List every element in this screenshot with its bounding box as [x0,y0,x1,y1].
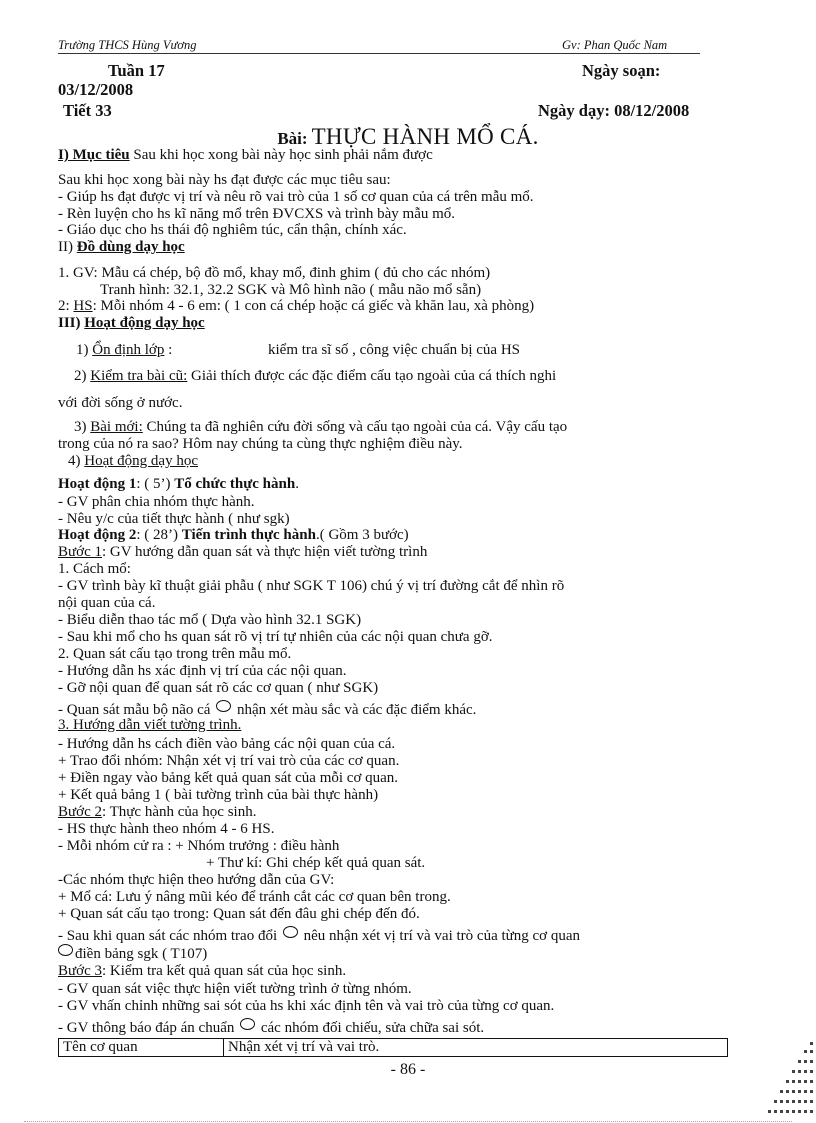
step1-line: - Hướng dẫn hs xác định vị trí của các nội quan. [58,663,347,679]
step-activities [68,453,198,470]
arrow-circle-icon [58,944,73,956]
title-label: Bài: [277,129,308,148]
teach-date: Ngày dạy: 08/12/2008 [538,101,690,120]
step3-text: : Kiểm tra kết quả quan sát của học sinh. [101,963,347,979]
header-teacher: Gv: Phan Quốc Nam [562,38,668,52]
step1-line: + Điền ngay vào bảng kết quả quan sát của mỗi cơ quan. [58,770,399,786]
step1-line: - GV trình bày kĩ thuật giải phẫu ( như SGK T 106) chú ý vị trí đường cắt để nhìn rõ [58,578,565,594]
act1-line: - GV phân chia nhóm thực hành. [58,494,255,510]
step2-line: + Quan sát cấu tạo trong: Quan sát đến đâu ghi chép đến đó. [58,906,420,922]
s2-text: Giải thích được các đặc điểm cấu tạo ngoài của cá thích nghi [187,368,557,384]
sec1-line: Sau khi học xong bài này hs đạt được các mục tiêu sau: [58,172,391,188]
step1-line: - Sau khi mổ cho hs quan sát rõ vị trí tự nhiên của các nội quan chưa gỡ. [58,629,493,645]
act1-name: Hoạt động 1 [58,476,137,492]
step1-label: Bước 1 [58,544,102,560]
s4-label: Hoạt động dạy học [84,453,198,469]
sec3-heading [58,315,205,332]
act2-rest: .( Gồm 3 bước) [315,527,409,543]
sec2-gv: 1. GV: Mẫu cá chép, bộ đồ mổ, khay mổ, đinh ghim ( đủ cho các nhóm) [58,265,491,281]
table-header-organ: Tên cơ quan [59,1039,224,1057]
step1-line: + Trao đổi nhóm: Nhận xét vị trí vai trò của các cơ quan. [58,753,400,769]
arrow-circle-icon [240,1018,255,1030]
act2-title: Tiến trình thực hành [181,527,316,543]
step2-line [58,944,207,963]
p2c-post: nhận xét màu sắc và các đặc điểm khác. [236,702,477,718]
arrow-circle-icon [216,700,231,712]
prep-date: 03/12/2008 [58,80,134,99]
step-review [74,368,556,385]
step2-line: - HS thực hành theo nhóm 4 - 6 HS. [58,821,275,837]
step3-line: - GV quan sát việc thực hiện viết tường trình ở từng nhóm. [58,981,412,997]
sec1-line: - Giáo dục cho hs thái độ nghiêm túc, cẩn thận, chính xác. [58,222,407,238]
step1-line: nội quan của cá. [58,595,156,611]
step2-heading [58,804,256,821]
sec1-line: - Rèn luyện cho hs kĩ năng mổ trên ĐVCXS và trình bày mẫu mổ. [58,206,456,222]
sec2-title: Đồ dùng dạy học [76,239,185,255]
c-pre: - GV thông báo đáp án chuẩn [58,1020,235,1036]
sec3-title: Hoạt động dạy học [84,315,205,331]
p1-head: 1. Cách mổ: [58,561,131,577]
step-new-lesson [74,419,567,436]
h-text: điền bảng sgk ( T107) [75,946,208,962]
step3-line [58,1018,484,1037]
step-stabilize [76,342,172,359]
activity-1-heading [58,476,299,493]
s3-text: Chúng ta đã nghiên cứu đời sống và cấu tạo ngoài của cá. Vậy cấu tạo [142,419,568,435]
page-corner-mark [760,1040,816,1120]
sec1-title: I) Mục tiêu [58,147,130,163]
week: Tuần 17 [108,61,165,80]
step1-p1-heading [58,561,131,578]
act1-end: . [295,476,299,492]
step1-heading [58,544,427,561]
step2-line: + Mổ cá: Lưu ý nâng mũi kéo để tránh cắt các cơ quan bên trong. [58,889,451,905]
s1-colon: : [164,342,173,358]
step-review-cont: với đời sống ở nước. [58,395,183,411]
header-rule [58,53,700,54]
c-post: các nhóm đối chiếu, sửa chữa sai sót. [260,1020,485,1036]
p3-head: 3. Hướng dẫn viết tường trình. [58,717,242,733]
sec1-intro: Sau khi học xong bài này học sinh phải nắm được [129,147,433,163]
s3-num: 3) [74,419,91,435]
s2-num: 2) [74,368,91,384]
arrow-circle-icon [283,926,298,938]
sec1-heading [58,147,433,164]
step2-line: -Các nhóm thực hiện theo hướng dẫn của GV: [58,872,335,888]
step1-p3-heading [58,717,241,734]
act1-title: Tổ chức thực hành [174,476,296,492]
page-number: - 86 - [390,1061,426,1078]
g-pre: - Sau khi quan sát các nhóm trao đổi [58,928,278,944]
step-stabilize-text: kiểm tra sĩ số , công việc chuẩn bị của HS [268,342,521,358]
step-new-lesson-cont: trong của nó ra sao? Hôm nay chúng ta cùng thực nghiệm điều này. [58,436,463,452]
organ-table [58,1038,728,1057]
step1-line: - Hướng dẫn hs cách điền vào bảng các nội quan của cá. [58,736,396,752]
sec1-line: - Giúp hs đạt được vị trí và nêu rõ vai trò của 1 số cơ quan của cá trên mẫu mổ. [58,189,534,205]
header-school: Trường THCS Hùng Vương [58,38,197,52]
sec2-hs-num: 2: [58,298,74,314]
s3-label: Bài mới: [90,419,143,435]
footer-dotted-rule [24,1121,792,1122]
period: Tiết 33 [63,101,112,120]
sec2-heading [58,239,185,256]
table-row [59,1039,728,1057]
step1-p2-heading: 2. Quan sát cấu tạo trong trên mẫu mổ. [58,646,292,662]
s2-label: Kiểm tra bài cũ: [90,368,188,384]
sec2-num: II) [58,239,77,255]
sec2-hs-label: HS [73,298,93,314]
s1-label: Ổn định lớp [92,342,165,358]
title-text: THỰC HÀNH MỔ CÁ. [311,124,539,149]
act1-line: - Nêu y/c của tiết thực hành ( như sgk) [58,511,290,527]
step2-line: + Thư kí: Ghi chép kết quả quan sát. [206,855,426,871]
step1-line: + Kết quả bảng 1 ( bài tường trình của bài thực hành) [58,787,379,803]
s1-num: 1) [76,342,93,358]
act2-name: Hoạt động 2 [58,527,137,543]
g-post: nêu nhận xét vị trí và vai trò của từng cơ quan [303,928,581,944]
sec2-hs-text: : Mỗi nhóm 4 - 6 em: ( 1 con cá chép hoặc cá giếc và khăn lau, xà phòng) [92,298,535,314]
prep-label: Ngày soạn: [582,61,661,80]
step3-label: Bước 3 [58,963,102,979]
act1-time: : ( 5’) [136,476,175,492]
sec2-gv-images: Tranh hình: 32.1, 32.2 SGK và Mô hình não ( mẫu não mổ sẵn) [100,282,482,298]
activity-2-heading [58,527,409,544]
sec2-hs [58,298,534,315]
step2-line: - Mỗi nhóm cử ra : + Nhóm trưởng : điều hành [58,838,340,854]
step1-line: - Gỡ nội quan để quan sát rõ các cơ quan ( như SGK) [58,680,379,696]
step2-label: Bước 2 [58,804,102,820]
step2-line [58,926,580,945]
s4-num: 4) [68,453,85,469]
step3-line: - GV vhấn chỉnh những sai sót của hs khi xác định tên và vai trò của từng cơ quan. [58,998,555,1014]
step2-text: : Thực hành của học sinh. [101,804,257,820]
step1-line: - Biểu diễn thao tác mổ ( Dựa vào hình 32.1 SGK) [58,612,362,628]
act2-time: : ( 28’) [136,527,182,543]
p2c-pre: - Quan sát mẫu bộ não cá [58,702,211,718]
step3-heading [58,963,346,980]
sec3-num: III) [58,315,85,331]
step1-text: : GV hướng dẫn quan sát và thực hiện viết tường trình [101,544,428,560]
table-header-remark: Nhận xét vị trí và vai trò. [224,1039,728,1057]
